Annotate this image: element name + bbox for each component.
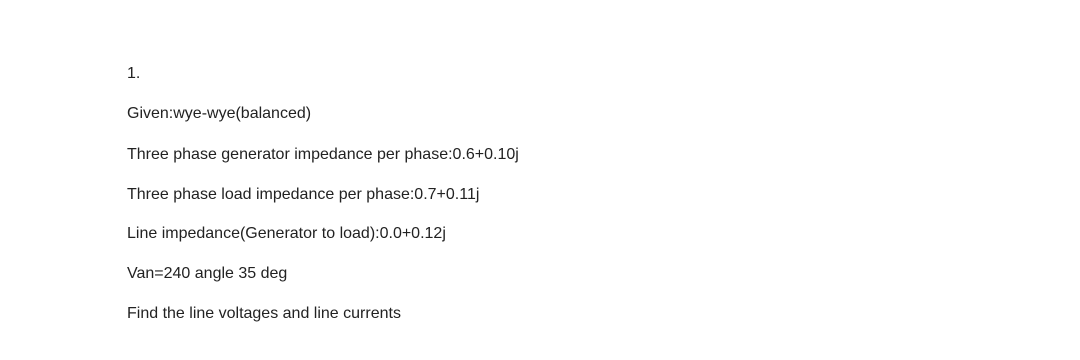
line-impedance: Line impedance(Generator to load):0.0+0.12j (127, 225, 446, 242)
generator-impedance: Three phase generator impedance per phase:0.6+0.10j (127, 146, 519, 163)
task-statement: Find the line voltages and line currents (127, 305, 401, 322)
given-configuration: Given:wye-wye(balanced) (127, 105, 312, 122)
phase-voltage: Van=240 angle 35 deg (127, 265, 288, 282)
load-impedance: Three phase load impedance per phase:0.7+0.11j (127, 186, 480, 203)
question-number: 1. (127, 65, 141, 82)
